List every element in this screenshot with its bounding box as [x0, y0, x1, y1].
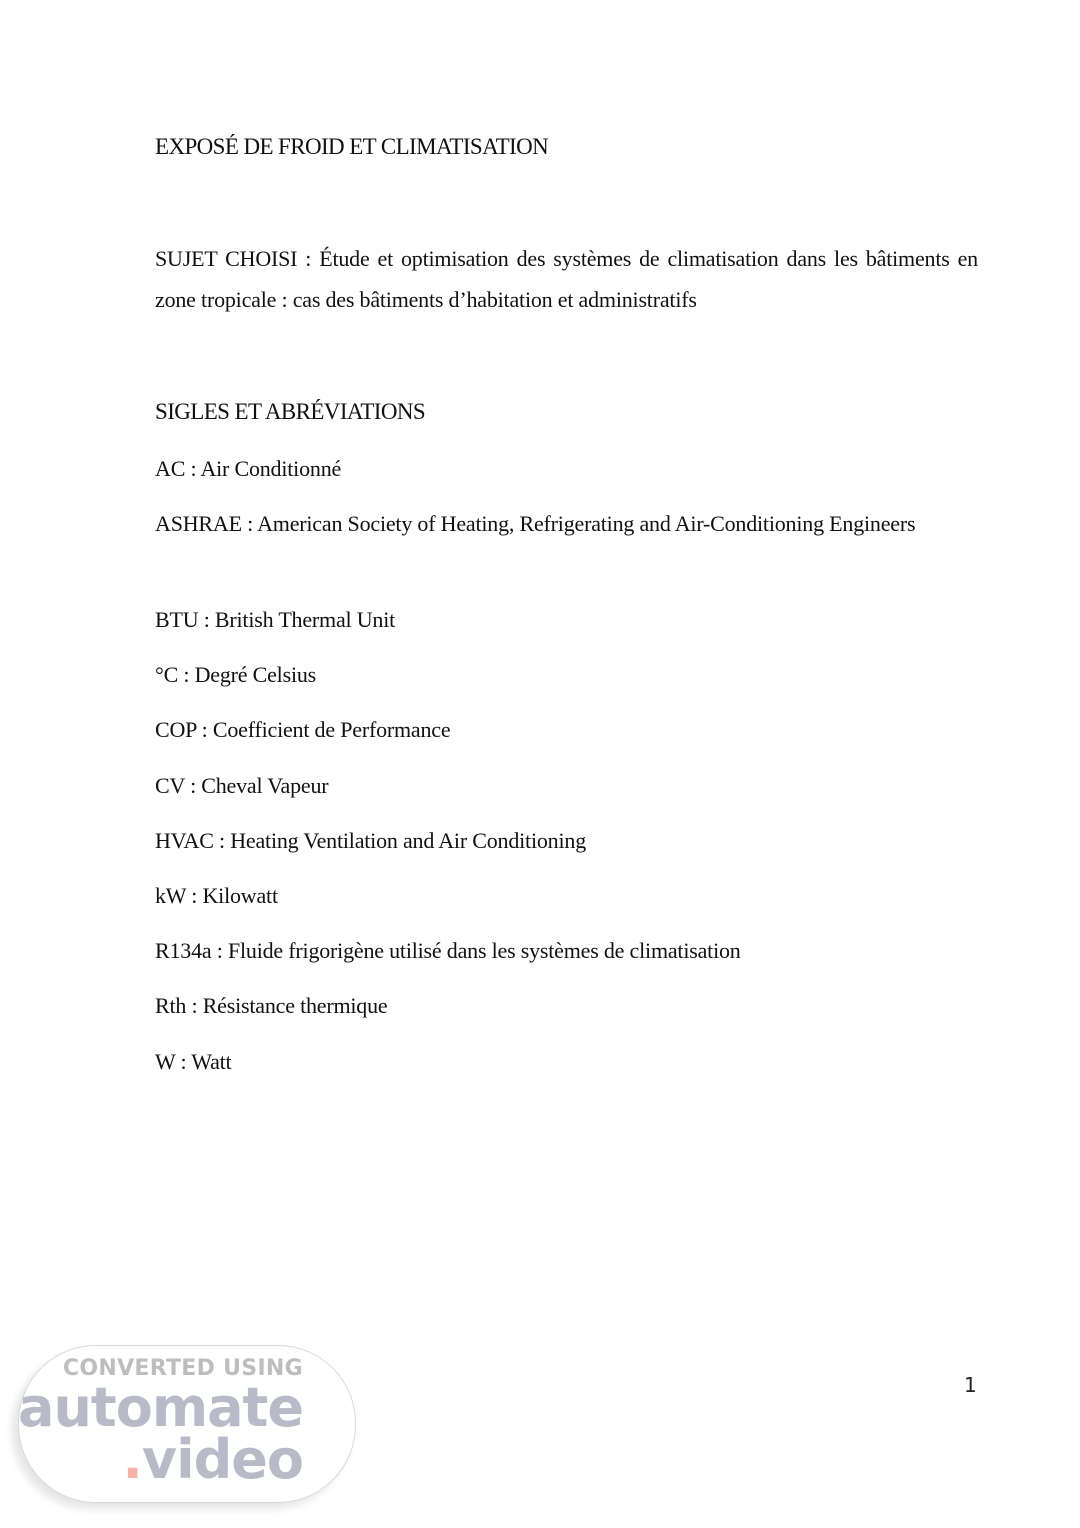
- subject-label: SUJET CHOISI :: [155, 246, 312, 271]
- page-number: 1: [964, 1373, 977, 1397]
- watermark-domain-text: video: [141, 1428, 303, 1491]
- abbreviation-item: BTU : British Thermal Unit: [155, 607, 396, 632]
- abbreviation-item: kW : Kilowatt: [155, 883, 278, 908]
- document-title: EXPOSÉ DE FROID ET CLIMATISATION: [155, 134, 549, 159]
- watermark-domain: [122, 1428, 303, 1491]
- abbreviation-item: °C : Degré Celsius: [155, 662, 317, 687]
- subject-text: Étude et optimisation des systèmes de climatisation dans les bâtiments en zone tropicale : cas des bâtiments d’habitation et administratifs: [155, 246, 978, 312]
- watermark-dot: .: [122, 1428, 142, 1491]
- abbreviation-item: ASHRAE : American Society of Heating, Refrigerating and Air-Conditioning Engineers: [155, 511, 916, 536]
- abbreviation-item: CV : Cheval Vapeur: [155, 773, 329, 798]
- watermark-brand: automate: [18, 1376, 303, 1439]
- abbreviation-item: AC : Air Conditionné: [155, 456, 342, 481]
- subject-paragraph: [155, 238, 978, 320]
- abbreviation-item: R134a : Fluide frigorigène utilisé dans les systèmes de climatisation: [155, 938, 741, 963]
- abbreviation-item: HVAC : Heating Ventilation and Air Conditioning: [155, 828, 586, 853]
- watermark-badge: [18, 1345, 356, 1503]
- abbreviation-item: Rth : Résistance thermique: [155, 993, 388, 1018]
- watermark-caption: CONVERTED USING: [62, 1356, 303, 1381]
- abbreviations-heading: SIGLES ET ABRÉVIATIONS: [155, 399, 426, 424]
- abbreviation-item: COP : Coefficient de Performance: [155, 717, 451, 742]
- abbreviation-item: W : Watt: [155, 1049, 232, 1074]
